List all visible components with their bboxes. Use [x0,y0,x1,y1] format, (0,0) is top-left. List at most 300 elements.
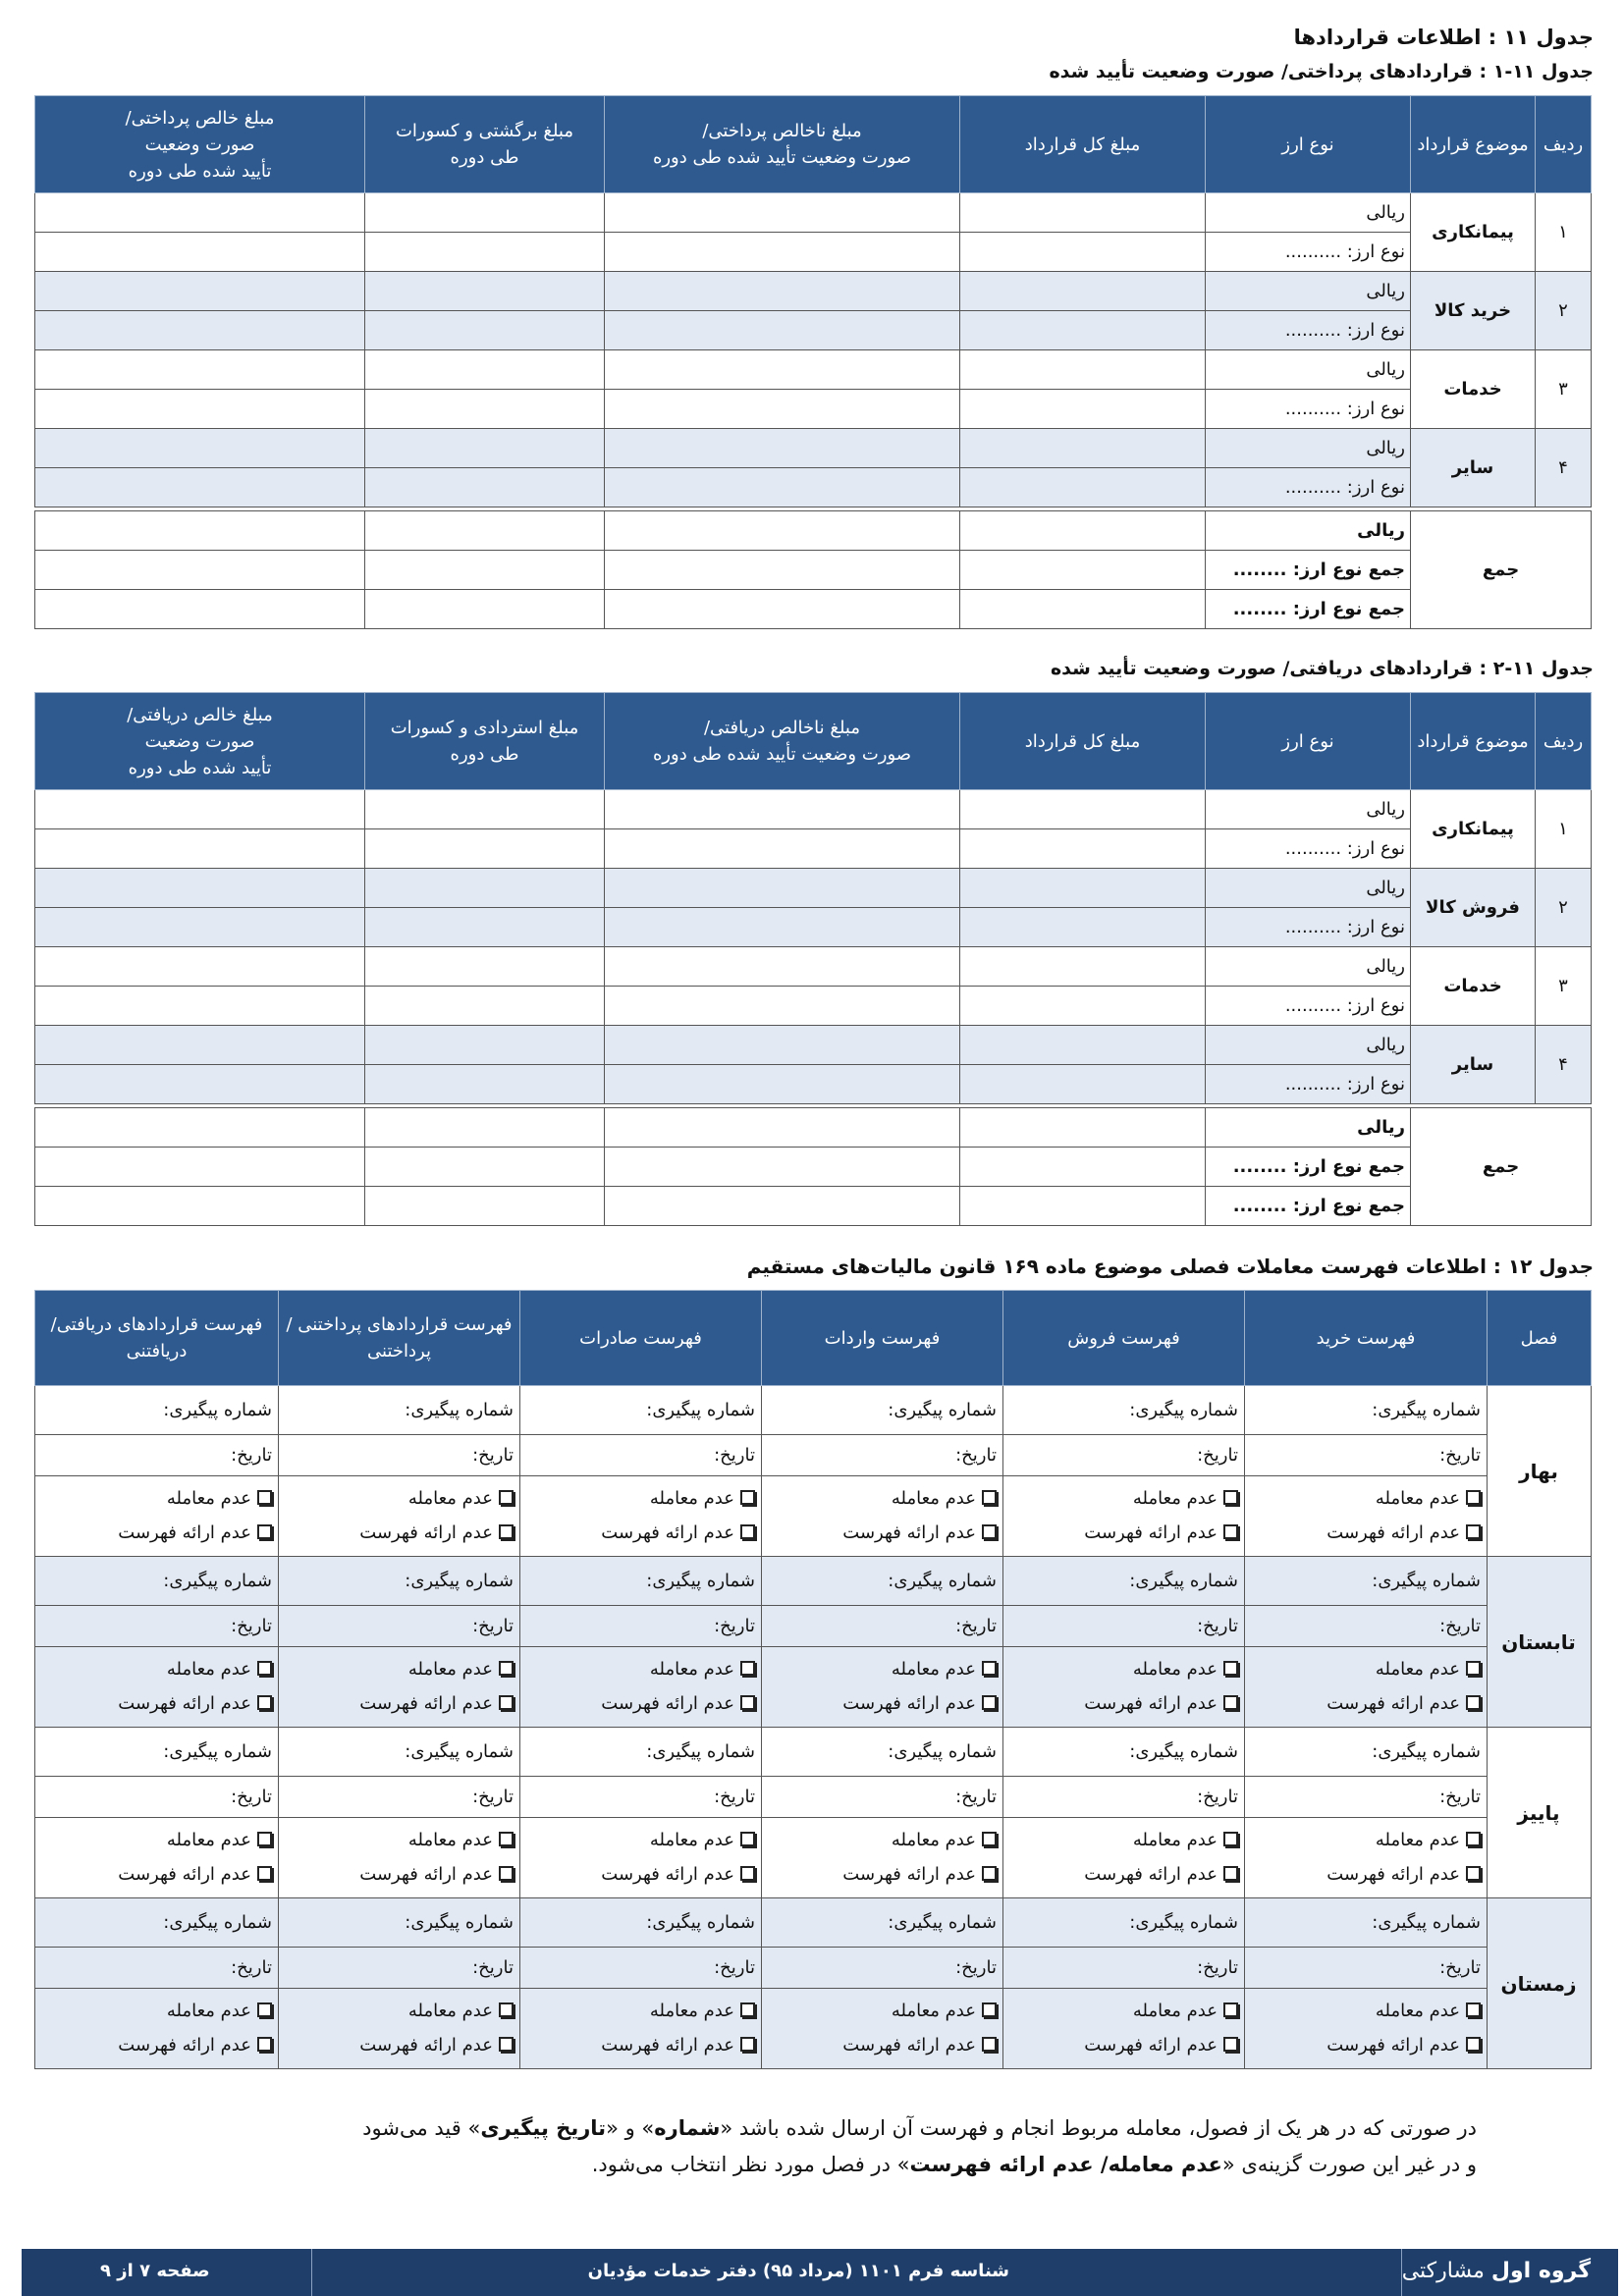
contract-subject: پیمانکاری [1411,193,1536,272]
season-row [35,1898,1592,1948]
table12-title: جدول ۱۲ : اطلاعات فهرست معاملات فصلی موضوع ماده ۱۶۹ قانون مالیات‌های مستقیم [746,1255,1594,1278]
rial-amount-cell-2[interactable] [605,193,960,233]
no-deal-label: عدم معامله [407,1488,493,1510]
fx-amount-cell-2[interactable] [605,1065,960,1104]
no-list-option[interactable] [767,1517,997,1550]
checkbox-icon[interactable] [740,2002,755,2017]
no-list-option[interactable] [1008,1517,1238,1550]
table11-2-body [35,790,1592,1226]
no-list-option[interactable] [525,1517,755,1550]
total-amount-cell-2[interactable] [605,511,960,551]
fx-amount-cell-2[interactable] [605,987,960,1026]
checkbox-icon[interactable] [1223,2037,1238,2052]
rial-amount-cell-3[interactable] [365,272,605,311]
no-deal-label: عدم معامله [166,2001,251,2022]
tracking-number-field[interactable]: شماره پیگیری: [762,1386,1003,1435]
date-field[interactable]: تاریخ: [35,1435,279,1476]
no-list-option[interactable] [1008,1687,1238,1721]
date-field[interactable]: تاریخ: [762,1948,1003,1989]
season-row [35,1647,1592,1728]
date-field[interactable]: تاریخ: [520,1606,762,1647]
table12 [34,1290,1592,2069]
total-amount-cell-2[interactable] [605,1148,960,1187]
no-list-option[interactable] [284,1687,514,1721]
no-deal-option[interactable] [40,1482,272,1516]
fx-amount-cell-3[interactable] [365,829,605,869]
no-deal-option[interactable] [1250,1653,1481,1686]
total-currency: جمع نوع ارز: ........ [1206,1187,1411,1226]
checkbox-icon[interactable] [257,1866,272,1881]
total-amount-cell-3[interactable] [365,1108,605,1148]
total-amount-cell-4[interactable] [35,1108,365,1148]
no-deal-option[interactable] [767,1995,997,2028]
checkbox-icon[interactable] [740,1695,755,1710]
total-row [35,551,1592,590]
no-deal-label: عدم معامله [649,1659,734,1681]
fx-amount-cell-1[interactable] [960,908,1206,947]
checkbox-icon[interactable] [1223,1490,1238,1505]
fx-amount-cell-1[interactable] [960,468,1206,507]
no-deal-option[interactable] [767,1482,997,1516]
rial-amount-cell-4[interactable] [35,429,365,468]
date-field[interactable]: تاریخ: [520,1435,762,1476]
contract-row [35,869,1592,908]
no-list-option[interactable] [1250,2029,1481,2062]
contract-subject: فروش کالا [1411,869,1536,947]
rial-amount-cell-4[interactable] [35,869,365,908]
total-amount-cell-3[interactable] [365,551,605,590]
tracking-number-field[interactable]: شماره پیگیری: [520,1557,762,1606]
checkbox-icon[interactable] [257,1661,272,1676]
fx-amount-cell-3[interactable] [365,908,605,947]
total-amount-cell-2[interactable] [605,590,960,629]
checkbox-icon[interactable] [257,1524,272,1539]
fx-amount-cell-1[interactable] [960,390,1206,429]
total-amount-cell-3[interactable] [365,511,605,551]
no-deal-option[interactable] [525,1482,755,1516]
checkbox-icon[interactable] [257,2002,272,2017]
no-list-option[interactable] [40,1687,272,1721]
total-amount-cell-4[interactable] [35,511,365,551]
row-number: ۴ [1536,1026,1592,1104]
season-row [35,1777,1592,1818]
fx-amount-cell-3[interactable] [365,390,605,429]
no-deal-option[interactable] [525,1824,755,1857]
header-exports-list: فهرست صادرات [520,1291,762,1386]
date-field[interactable]: تاریخ: [520,1777,762,1818]
rial-amount-cell-2[interactable] [605,350,960,390]
rial-amount-cell-1[interactable] [960,869,1206,908]
rial-amount-cell-4[interactable] [35,350,365,390]
total-amount-cell-1[interactable] [960,551,1206,590]
fx-amount-cell-1[interactable] [960,829,1206,869]
footer-form-id: شناسه فرم ۱۱۰۱ (مرداد ۹۵) دفتر خدمات مؤدیان [587,2261,1009,2281]
date-field[interactable]: تاریخ: [279,1777,520,1818]
status-options [1003,1818,1245,1898]
no-deal-label: عدم معامله [407,1659,493,1681]
rial-amount-cell-1[interactable] [960,1026,1206,1065]
status-options [35,1647,279,1728]
header-total-amount: مبلغ کل قرارداد [960,693,1206,790]
tracking-number-field[interactable]: شماره پیگیری: [279,1557,520,1606]
no-list-option[interactable] [1250,1687,1481,1721]
table11-2-title: جدول ۱۱-۲ : قراردادهای دریافتی/ صورت وضعیت تأیید شده [1050,658,1594,679]
rial-amount-cell-2[interactable] [605,947,960,987]
rial-amount-cell-2[interactable] [605,869,960,908]
header-total-amount: مبلغ کل قرارداد [960,96,1206,193]
checkbox-icon[interactable] [1466,1866,1481,1881]
currency-foreign: نوع ارز: .......... [1206,311,1411,350]
no-deal-option[interactable] [40,1995,272,2028]
date-field[interactable]: تاریخ: [279,1948,520,1989]
fx-amount-cell-4[interactable] [35,311,365,350]
note-line-2: و در غیر این صورت گزینه‌ی «عدم معامله/ عدم ارائه فهرست» در فصل مورد نظر انتخاب می‌شود. [591,2152,1477,2176]
table11-1-header [35,96,1592,193]
checkbox-icon[interactable] [1466,1490,1481,1505]
checkbox-icon[interactable] [740,1866,755,1881]
date-field[interactable]: تاریخ: [35,1606,279,1647]
fx-amount-cell-4[interactable] [35,390,365,429]
fx-amount-cell-4[interactable] [35,829,365,869]
header-gross-amount: مبلغ ناخالص دریافتی/ صورت وضعیت تأیید شده طی دوره [605,693,960,790]
total-amount-cell-4[interactable] [35,551,365,590]
table12-body [35,1386,1592,2069]
no-list-option[interactable] [1250,1858,1481,1892]
checkbox-icon[interactable] [499,1695,514,1710]
currency-foreign: نوع ارز: .......... [1206,468,1411,507]
date-field[interactable]: تاریخ: [35,1777,279,1818]
checkbox-icon[interactable] [740,2037,755,2052]
contract-row-fx [35,390,1592,429]
currency-foreign: نوع ارز: .......... [1206,1065,1411,1104]
no-deal-option[interactable] [767,1824,997,1857]
checkbox-icon[interactable] [1223,1832,1238,1846]
rial-amount-cell-4[interactable] [35,193,365,233]
checkbox-icon[interactable] [1466,2002,1481,2017]
date-field[interactable]: تاریخ: [1245,1948,1488,1989]
rial-amount-cell-2[interactable] [605,429,960,468]
tracking-number-field[interactable]: شماره پیگیری: [1003,1898,1245,1948]
no-deal-option[interactable] [284,1995,514,2028]
tracking-number-field[interactable]: شماره پیگیری: [35,1898,279,1948]
no-deal-label: عدم معامله [1375,2001,1460,2022]
total-amount-cell-1[interactable] [960,1108,1206,1148]
checkbox-icon[interactable] [499,1866,514,1881]
checkbox-icon[interactable] [740,1524,755,1539]
no-deal-option[interactable] [525,1653,755,1686]
no-list-option[interactable] [1250,1517,1481,1550]
no-deal-option[interactable] [284,1653,514,1686]
total-amount-cell-4[interactable] [35,590,365,629]
tracking-number-field[interactable]: شماره پیگیری: [35,1557,279,1606]
currency-foreign: نوع ارز: .......... [1206,908,1411,947]
checkbox-icon[interactable] [982,1832,997,1846]
total-amount-cell-4[interactable] [35,1148,365,1187]
status-options [1245,1476,1488,1557]
checkbox-icon[interactable] [982,1866,997,1881]
total-amount-cell-1[interactable] [960,1148,1206,1187]
no-list-option[interactable] [284,2029,514,2062]
tracking-number-field[interactable]: شماره پیگیری: [1245,1557,1488,1606]
checkbox-icon[interactable] [499,1524,514,1539]
checkbox-icon[interactable] [1223,1866,1238,1881]
tracking-number-field[interactable]: شماره پیگیری: [279,1386,520,1435]
fx-amount-cell-4[interactable] [35,233,365,272]
date-field[interactable]: تاریخ: [35,1948,279,1989]
checkbox-icon[interactable] [740,1490,755,1505]
no-list-option[interactable] [40,2029,272,2062]
currency-foreign: نوع ارز: .......... [1206,390,1411,429]
season-row [35,1989,1592,2069]
no-list-option[interactable] [284,1858,514,1892]
header-subject: موضوع قرارداد [1411,96,1536,193]
no-list-option[interactable] [1008,2029,1238,2062]
tracking-number-field[interactable]: شماره پیگیری: [1245,1386,1488,1435]
no-list-option[interactable] [284,1517,514,1550]
checkbox-icon[interactable] [1223,1695,1238,1710]
fx-amount-cell-1[interactable] [960,233,1206,272]
fx-amount-cell-3[interactable] [365,468,605,507]
rial-amount-cell-3[interactable] [365,869,605,908]
fx-amount-cell-3[interactable] [365,233,605,272]
rial-amount-cell-1[interactable] [960,790,1206,829]
tracking-number-field[interactable]: شماره پیگیری: [35,1386,279,1435]
fx-amount-cell-2[interactable] [605,233,960,272]
date-field[interactable]: تاریخ: [1245,1435,1488,1476]
total-amount-cell-1[interactable] [960,511,1206,551]
no-list-option[interactable] [767,1858,997,1892]
no-list-label: عدم ارائه فهرست [601,1863,734,1885]
total-amount-cell-1[interactable] [960,590,1206,629]
no-deal-label: عدم معامله [891,2001,976,2022]
no-list-option[interactable] [525,1687,755,1721]
checkbox-icon[interactable] [982,2037,997,2052]
date-field[interactable]: تاریخ: [520,1948,762,1989]
tracking-number-field[interactable]: شماره پیگیری: [1003,1557,1245,1606]
total-amount-cell-1[interactable] [960,1187,1206,1226]
tracking-number-field[interactable]: شماره پیگیری: [1003,1728,1245,1777]
tracking-number-field[interactable]: شماره پیگیری: [520,1728,762,1777]
currency-foreign: نوع ارز: .......... [1206,233,1411,272]
tracking-number-field[interactable]: شماره پیگیری: [35,1728,279,1777]
checkbox-icon[interactable] [1466,2037,1481,2052]
checkbox-icon[interactable] [740,1661,755,1676]
date-field[interactable]: تاریخ: [1003,1435,1245,1476]
no-deal-label: عدم معامله [1375,1830,1460,1851]
fx-amount-cell-3[interactable] [365,1065,605,1104]
date-field[interactable]: تاریخ: [279,1435,520,1476]
no-deal-option[interactable] [1008,1824,1238,1857]
tracking-number-field[interactable]: شماره پیگیری: [279,1898,520,1948]
no-list-option[interactable] [40,1858,272,1892]
tracking-number-field[interactable]: شماره پیگیری: [762,1557,1003,1606]
checkbox-icon[interactable] [1223,2002,1238,2017]
rial-amount-cell-1[interactable] [960,947,1206,987]
fx-amount-cell-2[interactable] [605,468,960,507]
date-field[interactable]: تاریخ: [1003,1777,1245,1818]
rial-amount-cell-3[interactable] [365,193,605,233]
no-list-option[interactable] [767,1687,997,1721]
total-amount-cell-2[interactable] [605,1108,960,1148]
no-list-label: عدم ارائه فهرست [842,1863,976,1885]
checkbox-icon[interactable] [499,2002,514,2017]
checkbox-icon[interactable] [257,1695,272,1710]
contract-row [35,790,1592,829]
status-options [279,1647,520,1728]
rial-amount-cell-2[interactable] [605,1026,960,1065]
status-options [520,1989,762,2069]
season-name: زمستان [1488,1898,1592,2069]
rial-amount-cell-3[interactable] [365,350,605,390]
checkbox-icon[interactable] [1466,1524,1481,1539]
status-options [762,1989,1003,2069]
no-deal-option[interactable] [1250,1995,1481,2028]
checkbox-icon[interactable] [499,1490,514,1505]
fx-amount-cell-2[interactable] [605,908,960,947]
no-list-option[interactable] [525,1858,755,1892]
fx-amount-cell-4[interactable] [35,987,365,1026]
status-options [279,1989,520,2069]
checkbox-icon[interactable] [1466,1695,1481,1710]
tracking-number-field[interactable]: شماره پیگیری: [520,1898,762,1948]
fx-amount-cell-2[interactable] [605,311,960,350]
no-list-option[interactable] [1008,1858,1238,1892]
status-options [762,1818,1003,1898]
checkbox-icon[interactable] [1223,1524,1238,1539]
tracking-number-field[interactable]: شماره پیگیری: [520,1386,762,1435]
date-field[interactable]: تاریخ: [1003,1606,1245,1647]
no-deal-option[interactable] [1250,1482,1481,1516]
rial-amount-cell-1[interactable] [960,193,1206,233]
footer-page-number: صفحه ۷ از ۹ [100,2261,210,2281]
header-receivable-contracts-list: فهرست قراردادهای دریافتی/ دریافتنی [35,1291,279,1386]
total-currency: ریالی [1206,511,1411,551]
fx-amount-cell-1[interactable] [960,1065,1206,1104]
no-deal-option[interactable] [1008,1482,1238,1516]
checkbox-icon[interactable] [1466,1661,1481,1676]
rial-amount-cell-1[interactable] [960,350,1206,390]
fx-amount-cell-4[interactable] [35,1065,365,1104]
checkbox-icon[interactable] [499,1832,514,1846]
no-deal-option[interactable] [284,1482,514,1516]
rial-amount-cell-3[interactable] [365,947,605,987]
fx-amount-cell-1[interactable] [960,311,1206,350]
rial-amount-cell-3[interactable] [365,1026,605,1065]
no-deal-option[interactable] [1250,1824,1481,1857]
checkbox-icon[interactable] [982,1490,997,1505]
checkbox-icon[interactable] [499,1661,514,1676]
checkbox-icon[interactable] [982,1524,997,1539]
fx-amount-cell-2[interactable] [605,390,960,429]
total-amount-cell-2[interactable] [605,551,960,590]
tracking-number-field[interactable]: شماره پیگیری: [1245,1898,1488,1948]
fx-amount-cell-3[interactable] [365,311,605,350]
total-amount-cell-2[interactable] [605,1187,960,1226]
checkbox-icon[interactable] [499,2037,514,2052]
rial-amount-cell-3[interactable] [365,790,605,829]
total-amount-cell-3[interactable] [365,1187,605,1226]
rial-amount-cell-1[interactable] [960,272,1206,311]
checkbox-icon[interactable] [982,1695,997,1710]
rial-amount-cell-1[interactable] [960,429,1206,468]
no-list-option[interactable] [525,2029,755,2062]
total-amount-cell-3[interactable] [365,1148,605,1187]
checkbox-icon[interactable] [1223,1661,1238,1676]
date-field[interactable]: تاریخ: [1003,1948,1245,1989]
date-field[interactable]: تاریخ: [1245,1606,1488,1647]
no-deal-option[interactable] [1008,1995,1238,2028]
fx-amount-cell-4[interactable] [35,908,365,947]
no-deal-option[interactable] [767,1653,997,1686]
table11-title: جدول ۱۱ : اطلاعات قراردادها [1293,26,1594,49]
tracking-number-field[interactable]: شماره پیگیری: [1245,1728,1488,1777]
status-options [520,1818,762,1898]
tracking-number-field[interactable]: شماره پیگیری: [762,1728,1003,1777]
rial-amount-cell-4[interactable] [35,947,365,987]
rial-amount-cell-3[interactable] [365,429,605,468]
rial-amount-cell-4[interactable] [35,790,365,829]
date-field[interactable]: تاریخ: [1245,1777,1488,1818]
no-deal-label: عدم معامله [891,1830,976,1851]
fx-amount-cell-3[interactable] [365,987,605,1026]
header-imports-list: فهرست واردات [762,1291,1003,1386]
currency-rial: ریالی [1206,947,1411,987]
checkbox-icon[interactable] [982,2002,997,2017]
fx-amount-cell-2[interactable] [605,829,960,869]
fx-amount-cell-1[interactable] [960,987,1206,1026]
checkbox-icon[interactable] [257,1832,272,1846]
date-field[interactable]: تاریخ: [762,1777,1003,1818]
tracking-number-field[interactable]: شماره پیگیری: [1003,1386,1245,1435]
rial-amount-cell-4[interactable] [35,1026,365,1065]
no-list-label: عدم ارائه فهرست [359,2034,493,2056]
checkbox-icon[interactable] [257,1490,272,1505]
currency-rial: ریالی [1206,790,1411,829]
header-row-number: ردیف [1536,693,1592,790]
season-row [35,1435,1592,1476]
season-row [35,1606,1592,1647]
checkbox-icon[interactable] [740,1832,755,1846]
rial-amount-cell-2[interactable] [605,790,960,829]
no-deal-option[interactable] [40,1653,272,1686]
date-field[interactable]: تاریخ: [279,1606,520,1647]
date-field[interactable]: تاریخ: [762,1435,1003,1476]
season-row [35,1476,1592,1557]
fx-amount-cell-4[interactable] [35,468,365,507]
rial-amount-cell-2[interactable] [605,272,960,311]
contract-row-fx [35,311,1592,350]
total-amount-cell-4[interactable] [35,1187,365,1226]
no-deal-option[interactable] [525,1995,755,2028]
date-field[interactable]: تاریخ: [762,1606,1003,1647]
tracking-number-field[interactable]: شماره پیگیری: [762,1898,1003,1948]
no-list-label: عدم ارائه فهرست [118,2034,251,2056]
no-list-option[interactable] [767,2029,997,2062]
rial-amount-cell-4[interactable] [35,272,365,311]
checkbox-icon[interactable] [982,1661,997,1676]
no-list-option[interactable] [40,1517,272,1550]
tracking-number-field[interactable]: شماره پیگیری: [279,1728,520,1777]
contract-subject: خدمات [1411,350,1536,429]
no-list-label: عدم ارائه فهرست [842,1692,976,1714]
no-deal-option[interactable] [1008,1653,1238,1686]
checkbox-icon[interactable] [1466,1832,1481,1846]
header-purchase-list: فهرست خرید [1245,1291,1488,1386]
no-deal-option[interactable] [40,1824,272,1857]
no-deal-option[interactable] [284,1824,514,1857]
checkbox-icon[interactable] [257,2037,272,2052]
total-amount-cell-3[interactable] [365,590,605,629]
